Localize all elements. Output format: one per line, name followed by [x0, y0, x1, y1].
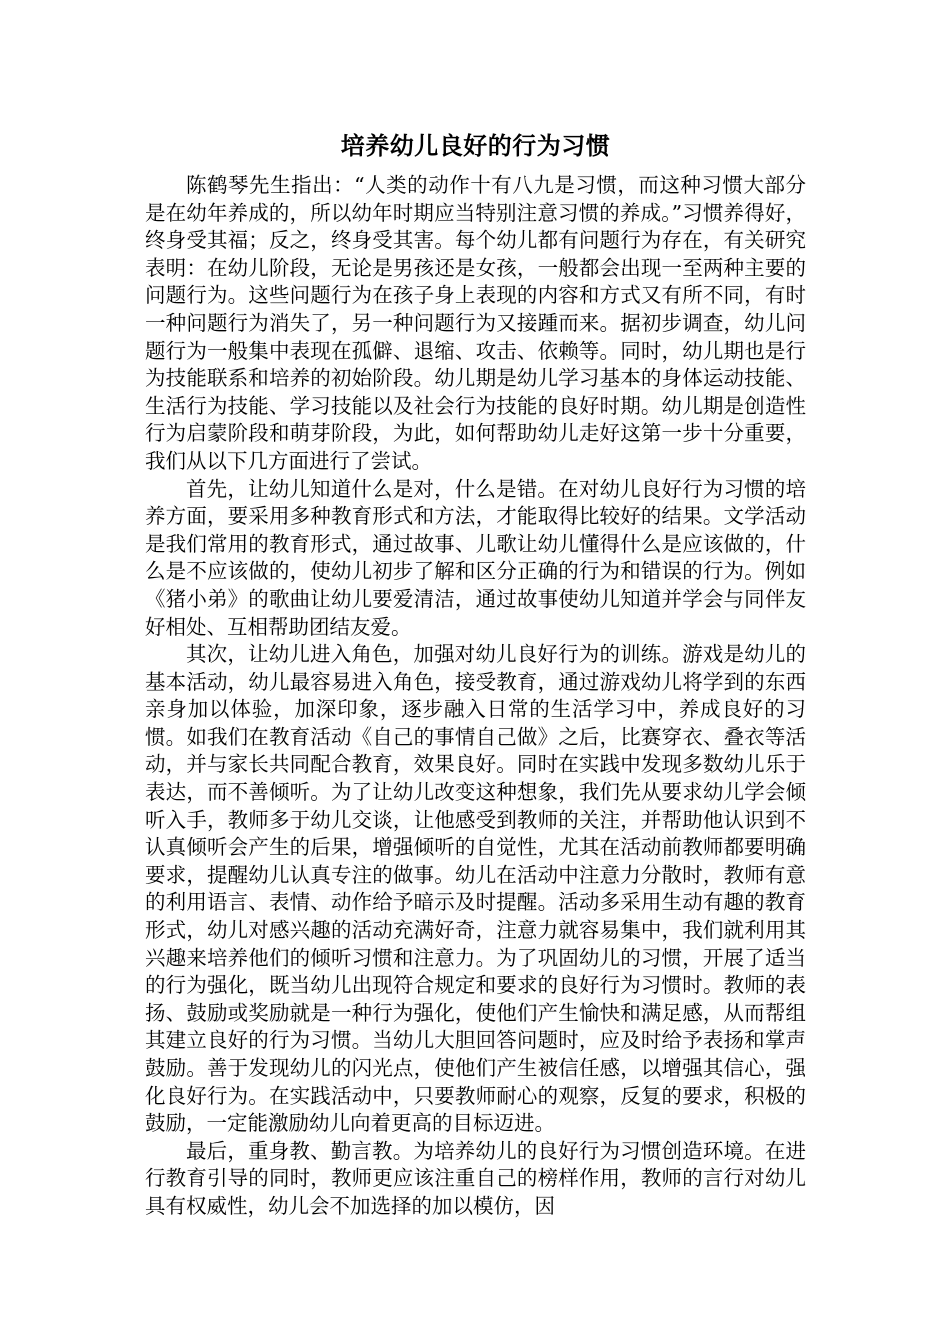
document-title: 培养幼儿良好的行为习惯 — [340, 132, 611, 160]
paragraph-last: 最后，重身教、勤言教。为培养幼儿的良好行为习惯创造环境。在进行教育引导的同时，教师更应该注重自己的榜样作用，教师的言行对幼儿具有权威性，幼儿会不加选择的加以模仿，因 — [145, 1138, 806, 1218]
paragraph-intro: 陈鹤琴先生指出：“人类的动作十有八九是习惯，而这种习惯大部分是在幼年养成的，所以幼年时期应当特别注意习惯的养成。”习惯养得好，终身受其福；反之，终身受其害。每个幼儿都有问题行为存在，有关研究表明：在幼儿阶段，无论是男孩还是女孩，一般都会出现一至两种主要的问题行为。这些问题行为在孩子身上表现的内容和方式又有所不同，有时一种问题行为消失了，另一种问题行为又接踵而来。据初步调查，幼儿问题行为一般集中表现在孤僻、退缩、攻击、依赖等。同时，幼儿期也是行为技能联系和培养的初始阶段。幼儿期是幼儿学习基本的身体运动技能、生活行为技能、学习技能以及社会行为技能的良好时期。幼儿期是创造性行为启蒙阶段和萌芽阶段，为此，如何帮助幼儿走好这第一步十分重要，我们从以下几方面进行了尝试。 — [145, 173, 806, 473]
document-page — [145, 128, 806, 1221]
paragraph-first: 首先，让幼儿知道什么是对，什么是错。在对幼儿良好行为习惯的培养方面，要采用多种教育形式和方法，才能取得比较好的结果。文学活动是我们常用的教育形式，通过故事、儿歌让幼儿懂得什么是应该做的，什么是不应该做的，使幼儿初步了解和区分正确的行为和错误的行为。例如《猪小弟》的歌曲让幼儿要爱清洁，通过故事使幼儿知道并学会与同伴友好相处、互相帮助团结友爱。 — [145, 476, 806, 639]
paragraph-second: 其次，让幼儿进入角色，加强对幼儿良好行为的训练。游戏是幼儿的基本活动，幼儿最容易进入角色，接受教育，通过游戏幼儿将学到的东西亲身加以体验，加深印象，逐步融入日常的生活学习中，养成良好的习惯。如我们在教育活动《自己的事情自己做》之后，比赛穿衣、叠衣等活动，并与家长共同配合教育，效果良好。同时在实践中发现多数幼儿乐于表达，而不善倾听。为了让幼儿改变这种想象，我们先从要求幼儿学会倾听入手，教师多于幼儿交谈，让他感受到教师的关注，并帮助他认识到不认真倾听会产生的后果，增强倾听的自觉性，尤其在活动前教师都要明确要求，提醒幼儿认真专注的做事。幼儿在活动中注意力分散时，教师有意的利用语言、表情、动作给予暗示及时提醒。活动多采用生动有趣的教育形式，幼儿对感兴趣的活动充满好奇，注意力就容易集中，我们就利用其兴趣来培养他们的倾听习惯和注意力。为了巩固幼儿的习惯，开展了适当的行为强化，既当幼儿出现符合规定和要求的良好行为习惯时。教师的表扬、鼓励或奖励就是一种行为强化，使他们产生愉快和满足感，从而帮组其建立良好的行为习惯。当幼儿大胆回答问题时，应及时给予表扬和掌声鼓励。善于发现幼儿的闪光点，使他们产生被信任感，以增强其信心，强化良好行为。在实践活动中，只要教师耐心的观察，反复的要求，积极的鼓励，一定能激励幼儿向着更高的目标迈进。 — [145, 642, 806, 1136]
